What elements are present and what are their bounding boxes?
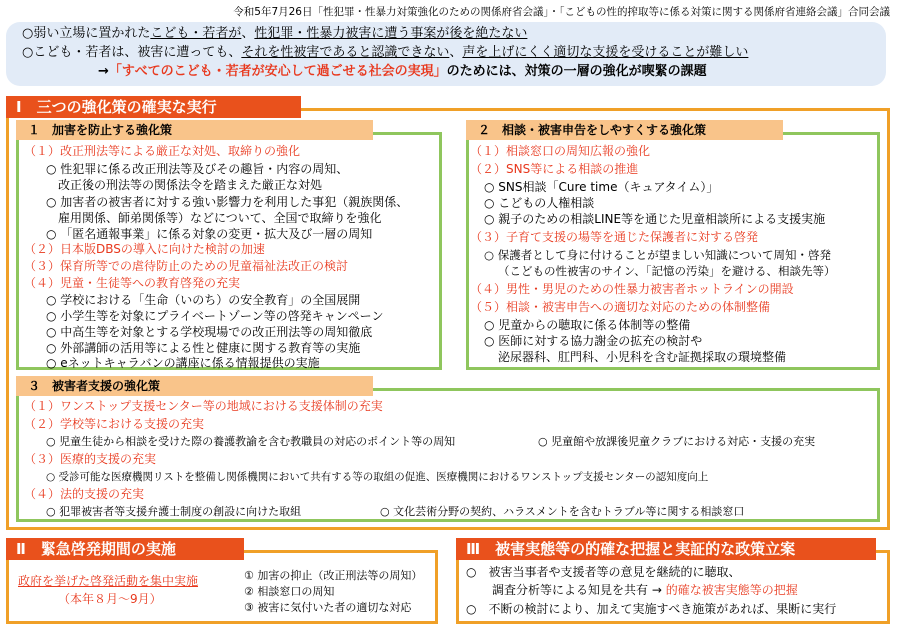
b3-line-6: （４）法的支援の充実 <box>24 487 145 501</box>
b1-line-11: ○ 中高生等を対象とする学校現場での改正刑法等の周知徹底 <box>46 325 373 339</box>
b3-line-8: ○ 文化芸術分野の契約、ハラスメントを含むトラブル等に関する相談窓口 <box>380 505 745 518</box>
section3-title: Ⅲ 被害実態等の的確な把握と実証的な政策立案 <box>456 538 876 560</box>
b1-line-3: ○ 加害者の被害者に対する強い影響力を利用した事犯（親族関係、 <box>46 195 409 209</box>
b3-line-3: ○ 児童館や放課後児童クラブにおける対応・支援の充実 <box>538 435 816 448</box>
b3-line-2: ○ 児童生徒から相談を受けた際の養護教諭を含む教職員の対応のポイント等の周知 <box>46 435 456 448</box>
b1-line-13: ○ eネットキャラバンの講座に係る情報提供の実施 <box>46 356 320 370</box>
b2-line-1: （２）SNS等による相談の推進 <box>470 162 639 176</box>
b1-line-7: （３）保育所等での虐待防止のための児童福祉法改正の検討 <box>24 259 349 273</box>
b2-line-10: ○ 児童からの聴取に係る体制等の整備 <box>484 318 691 332</box>
box2-title: ２ 相談・被害申告をしやすくする強化策 <box>466 120 783 140</box>
b1-line-10: ○ 小学生等を対象にプライベートゾーン等の啓発キャンペーン <box>46 309 384 323</box>
b1-line-4: 雇用関係、師弟関係等）などについて、全国で取締りを強化 <box>58 211 382 225</box>
b2-line-11: ○ 医師に対する協力謝金の拡充の検討や <box>484 334 703 348</box>
b1-line-8: （４）児童・生徒等への教育啓発の充実 <box>24 276 241 290</box>
b2-line-9: （５）相談・被害申告への適切な対応のための体制整備 <box>470 300 771 314</box>
campaign-item-3: ③ 被害に気付いた者の適切な対応 <box>244 601 412 614</box>
meeting-title: 令和5年7月26日「性犯罪・性暴力対策強化のための関係府省会議」・「こどもの性的搾取等に係る対策に関する関係府省連絡会議」合同会議 <box>233 6 890 18</box>
section1-title: Ⅰ 三つの強化策の確実な実行 <box>6 96 301 118</box>
b1-line-2: 改正後の刑法等の関係法令を踏まえた厳正な対処 <box>58 178 323 192</box>
section3-line-1: ○ 被害当事者や支援者等の意見を継続的に聴取、 <box>466 565 741 579</box>
b3-line-7: ○ 犯罪被害者等支援弁護士制度の創設に向けた取組 <box>46 505 302 518</box>
b1-line-0: （１）改正刑法等による厳正な対処、取締りの強化 <box>24 144 301 158</box>
b1-line-6: （２）日本版DBSの導入に向けた検討の加速 <box>24 242 265 256</box>
campaign-statement: 政府を挙げた啓発活動を集中実施 <box>18 574 199 588</box>
intro-line-2: ○こども・若者は、被害に遭っても、それを性被害であると認識できない、声を上げにくく適切な支援を受けることが難しい <box>22 45 749 60</box>
b1-line-1: ○ 性犯罪に係る改正刑法等及びその趣旨・内容の周知、 <box>46 162 349 176</box>
b2-line-3: ○ こどもの人権相談 <box>484 196 595 210</box>
b2-line-12: 泌尿器科、肛門科、小児科を含む証拠採取の環境整備 <box>498 350 787 364</box>
section2-title: Ⅱ 緊急啓発期間の実施 <box>6 538 244 560</box>
b2-line-7: （こどもの性被害のサイン、「記憶の汚染」を避ける、相談先等） <box>498 264 836 278</box>
campaign-period: （本年８月～9月） <box>58 592 162 606</box>
intro-line-1: ○弱い立場に置かれたこども・若者が、性犯罪・性暴力被害に遭う事案が後を絶たない <box>22 26 528 41</box>
b3-line-1: （２）学校等における支援の充実 <box>24 417 205 431</box>
campaign-item-2: ② 相談窓口の周知 <box>244 585 335 598</box>
intro-line-3: →「すべてのこども・若者が安心して過ごせる社会の実現」のためには、対策の一層の強化が喫緊の課題 <box>98 64 707 79</box>
b3-line-0: （１）ワンストップ支援センター等の地域における支援体制の充実 <box>24 399 383 413</box>
b1-line-12: ○ 外部講師の活用等による性と健康に関する教育等の実施 <box>46 341 361 355</box>
box1-title: １ 加害を防止する強化策 <box>16 120 373 140</box>
b1-line-5: ○ 「匿名通報事業」に係る対象の変更・拡大及び一層の周知 <box>46 227 373 241</box>
section3-line-2: 調査分析等による知見を共有 → 的確な被害実態等の把握 <box>492 583 798 597</box>
section3-line-3: ○ 不断の検討により、加えて実施すべき施策があれば、果断に実行 <box>466 602 837 616</box>
campaign-item-1: ① 加害の抑止（改正刑法等の周知） <box>244 569 423 582</box>
b2-line-5: （３）子育て支援の場等を通じた保護者に対する啓発 <box>470 230 759 244</box>
b2-line-8: （４）男性・男児のための性暴力被害者ホットラインの開設 <box>470 282 794 296</box>
b2-line-0: （１）相談窓口の周知広報の強化 <box>470 144 651 158</box>
b2-line-2: ○ SNS相談「Cure time（キュアタイム）」 <box>484 180 719 194</box>
b2-line-6: ○ 保護者として身に付けることが望ましい知識について周知・啓発 <box>484 248 831 262</box>
box3-title: ３ 被害者支援の強化策 <box>16 376 373 396</box>
b2-line-4: ○ 親子のための相談LINE等を通じた児童相談所による支援実施 <box>484 212 826 226</box>
b3-line-5: ○ 受診可能な医療機関リストを整備し関係機関において共有する等の取組の促進、医療機関におけるワンストップ支援センターの認知度向上 <box>46 471 709 483</box>
b1-line-9: ○ 学校における「生命（いのち）の安全教育」の全国展開 <box>46 293 361 307</box>
b3-line-4: （３）医療的支援の充実 <box>24 452 157 466</box>
